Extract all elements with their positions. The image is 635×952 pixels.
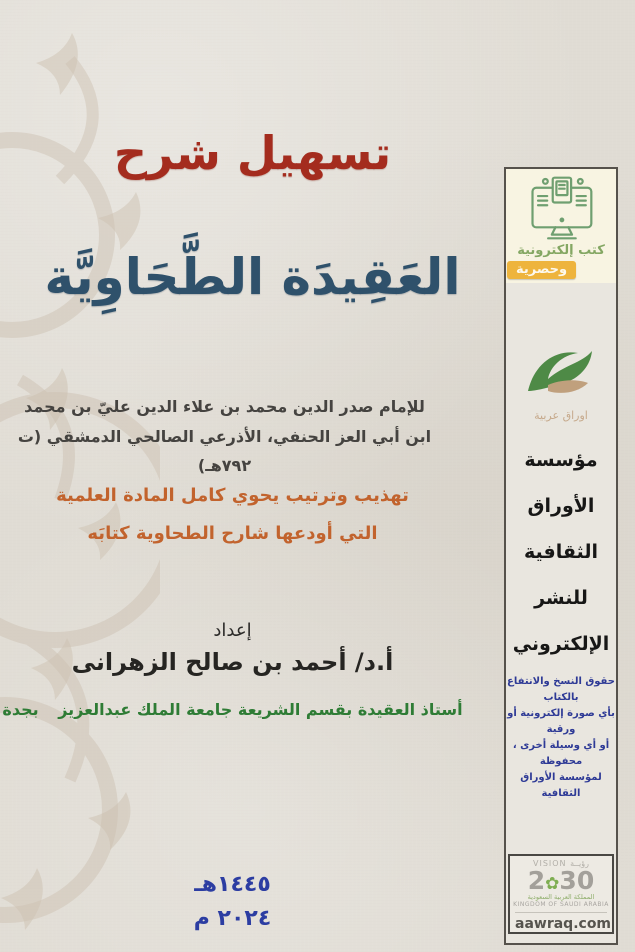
publisher-logo <box>506 341 616 422</box>
copyright-line: لمؤسسة الأوراق الثقافية <box>520 771 602 799</box>
book-title: العَقِيدَة الطَّحَاوِيَّة <box>44 248 461 306</box>
author-line-1: للإمام صدر الدين محمد بن علاء الدين عليّ بن محمد <box>24 397 425 416</box>
prepared-by-label: إعداد <box>213 620 252 641</box>
ebook-monitor-icon <box>522 174 600 242</box>
vision-year-prefix: 2 <box>527 866 546 895</box>
publication-dates <box>0 868 505 936</box>
foundation-name <box>506 438 616 668</box>
vision-2030-logo <box>510 868 612 893</box>
author-attribution <box>0 392 505 481</box>
foundation-line: الثقافية <box>524 540 598 563</box>
copyright-line: حقوق النسخ والانتفاع بالكتاب <box>507 675 615 703</box>
awraq-arabia-logo-icon <box>520 341 602 403</box>
vision-wordmark: VISION رؤيــة <box>532 859 590 868</box>
foundation-line: مؤسسة <box>524 449 598 471</box>
copyright-notice <box>506 674 616 802</box>
copyright-line: أو أي وسيلة أخرى ، محفوظة <box>512 739 610 767</box>
preparer-affiliation <box>0 700 505 719</box>
publisher-website: aawraq.com <box>515 912 607 932</box>
edition-tagline <box>0 477 505 553</box>
year-hijri: ١٤٤٥هـ <box>194 872 271 897</box>
tagline-line-2: التي أودعها شارح الطحاوية كتابَه <box>87 522 378 544</box>
year-gregorian: ٢٠٢٤ م <box>193 906 272 932</box>
author-line-2: ابن أبي العز الحنفي، الأذرعي الصالحي الدمشقي (ت ٧٩٢هـ) <box>17 426 432 476</box>
copyright-line: بأي صورة إلكترونية أو ورقية <box>507 707 615 735</box>
tagline-line-1: تهذيب وترتيب يحوي كامل المادة العلمية <box>56 485 409 506</box>
exclusive-badge: وحصرية <box>507 261 576 279</box>
vision-2030-box <box>508 854 614 934</box>
publisher-logo-caption: اوراق عربية <box>534 409 588 422</box>
foundation-line: الأوراق <box>527 494 595 517</box>
foundation-line: للنشر <box>534 586 588 609</box>
publisher-sidebar <box>504 167 618 945</box>
ebook-badge-label: كتب إلكترونية <box>517 243 605 258</box>
affiliation-text: أستاذ العقيدة بقسم الشريعة جامعة الملك عبدالعزيز <box>58 700 463 719</box>
foundation-line: الإلكتروني <box>512 632 610 655</box>
affiliation-city: بجدة <box>2 700 39 719</box>
ebook-badge <box>506 169 616 283</box>
vision-year-suffix: 30 <box>559 866 595 895</box>
series-supertitle: تسهيل شرح <box>113 126 392 180</box>
kingdom-name-english: KINGDOM OF SAUDI ARABIA <box>513 901 609 909</box>
preparer-name: أ.د/ أحمد بن صالح الزهرانى <box>71 648 394 676</box>
kingdom-name-arabic: المملكة العربية السعودية <box>527 893 595 901</box>
palm-emblem-icon: ✿ <box>545 874 560 894</box>
